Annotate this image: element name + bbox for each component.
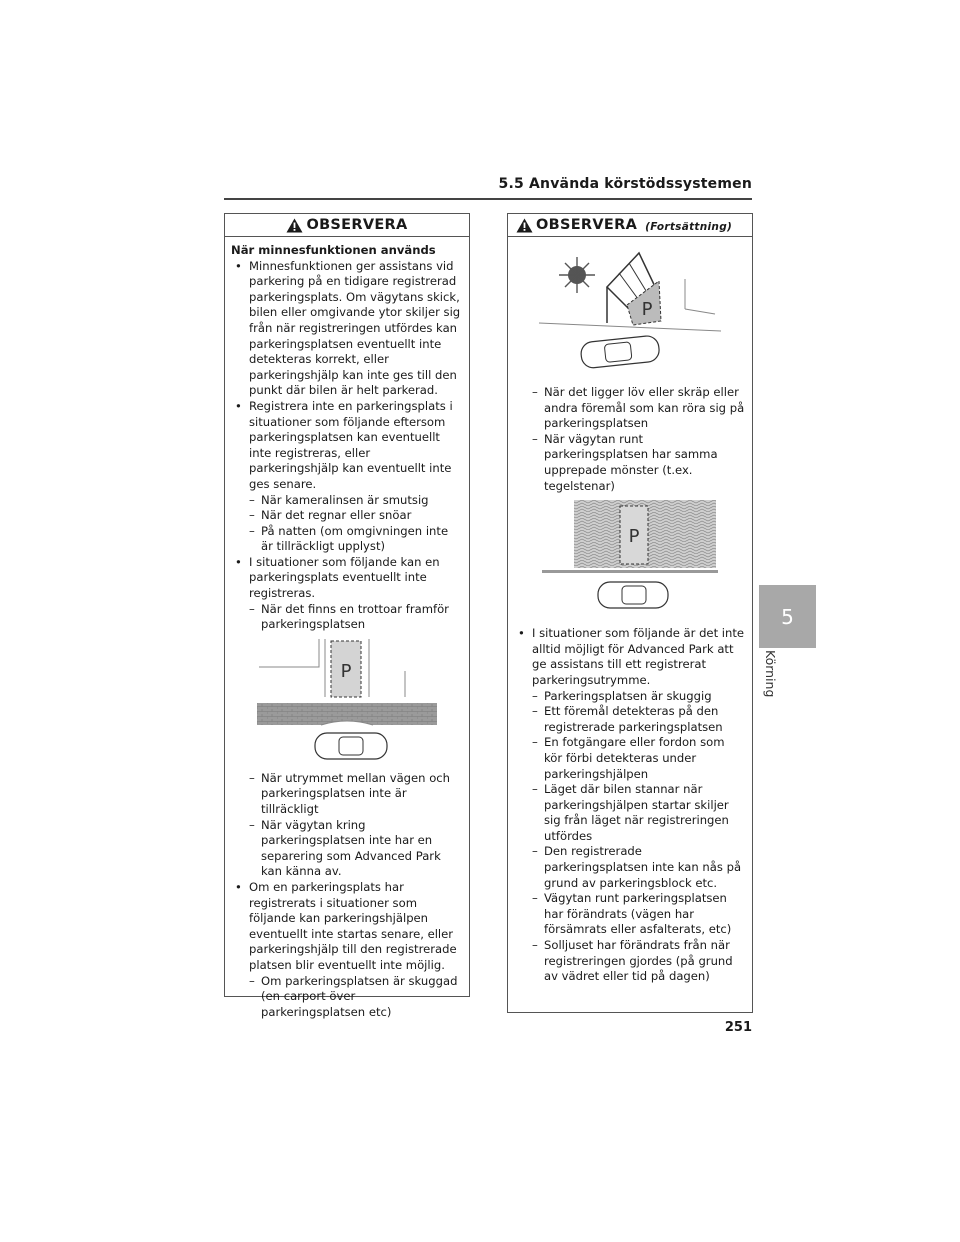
bullet-item bbox=[231, 399, 463, 493]
curb-sidewalk-figure bbox=[257, 639, 437, 763]
brick-pattern-figure bbox=[540, 500, 720, 618]
page-number: 251 bbox=[724, 1020, 752, 1035]
item-text: Om en parkeringsplats har registrerats i situationer som följande kan parkeringshjälpen eventuellt inte startas senare, eller parkeringshjälp till den registrerade platsen blir eventuellt inte möjlig. bbox=[249, 880, 457, 972]
parking-p-label: P bbox=[340, 660, 352, 682]
dash-item bbox=[514, 938, 746, 985]
caution-content bbox=[508, 237, 752, 985]
caution-box-left bbox=[224, 213, 470, 1019]
chapter-number: 5 bbox=[781, 604, 794, 629]
dash-item bbox=[231, 493, 463, 509]
list-marker: • bbox=[235, 258, 242, 273]
list-marker: – bbox=[532, 385, 538, 399]
caution-content bbox=[225, 237, 469, 1020]
item-list bbox=[514, 626, 746, 985]
dash-item bbox=[514, 704, 746, 735]
caution-title-bar bbox=[508, 214, 752, 237]
list-marker: – bbox=[532, 735, 538, 750]
list-marker: • bbox=[235, 554, 242, 569]
warning-icon bbox=[516, 218, 533, 233]
item-text: I situationer som följande är det inte alltid möjligt för Advanced Park att ge assistans till ett registrerat parkeringsutrymme. bbox=[532, 626, 745, 687]
bullet-item bbox=[514, 626, 746, 688]
dash-item bbox=[514, 844, 746, 891]
dash-item bbox=[514, 689, 746, 705]
item-text: När det finns en trottoar framför parkeringsplatsen bbox=[261, 601, 449, 632]
list-marker: – bbox=[532, 688, 538, 703]
item-text: Solljuset har förändrats från när registreringen gjordes (på grund av vädret eller tid på dagen) bbox=[544, 938, 733, 984]
item-text: Vägytan runt parkeringsplatsen har förändrats (vägen har försämrats eller asfalterats, etc) bbox=[544, 891, 732, 937]
dash-item bbox=[514, 432, 746, 494]
list-marker: – bbox=[249, 508, 255, 523]
dash-item bbox=[231, 524, 463, 555]
header-rule bbox=[224, 198, 752, 200]
list-marker: – bbox=[249, 523, 255, 538]
list-marker: – bbox=[532, 704, 538, 719]
list-marker: – bbox=[249, 770, 255, 785]
item-text: I situationer som följande kan en parkeringsplats eventuellt inte registreras. bbox=[249, 554, 440, 601]
list-marker: – bbox=[532, 844, 538, 859]
list-marker: – bbox=[249, 817, 255, 832]
item-list bbox=[231, 259, 463, 633]
dash-item bbox=[514, 385, 746, 432]
chapter-tab bbox=[759, 585, 816, 648]
list-marker: – bbox=[532, 938, 538, 953]
item-text: Minnesfunktionen ger assistans vid parkering på en tidigare registrerad parkeringsplats. Om vägytans skick, bilen eller omgivande ytor skiljer sig från när registreringen utfördes kan parkeringsplatsen eventuellt inte detekteras korrekt, eller parkeringshjälp kan inte ges till den punkt där bilen är helt parkerad. bbox=[249, 258, 461, 398]
item-text: Parkeringsplatsen är skuggig bbox=[544, 688, 712, 703]
bullet-item bbox=[231, 555, 463, 602]
list-marker: • bbox=[235, 880, 242, 894]
caution-title: OBSERVERA bbox=[306, 217, 408, 233]
item-text: Ett föremål detekteras på den registrerade parkeringsplatsen bbox=[544, 704, 723, 734]
bullet-item bbox=[231, 880, 463, 974]
item-text: Den registrerade parkeringsplatsen inte kan nås på grund av parkeringsblock etc. bbox=[544, 844, 742, 890]
dash-item bbox=[231, 508, 463, 524]
list-marker: • bbox=[518, 626, 525, 641]
item-text: Om parkeringsplatsen är skuggad (en carport över parkeringsplatsen etc) bbox=[261, 973, 458, 1019]
item-text: När det ligger löv eller skräp eller andra föremål som kan röra sig på parkeringsplatsen bbox=[544, 385, 745, 431]
subheading: När minnesfunktionen används bbox=[231, 243, 436, 257]
list-marker: – bbox=[249, 601, 255, 616]
item-text: En fotgängare eller fordon som kör förbi detekteras under parkeringshjälpen bbox=[544, 735, 725, 781]
bullet-item bbox=[231, 259, 463, 399]
item-text: Läget där bilen stannar när parkeringshjälpen startar skiljer sig från läget när registreringen utfördes bbox=[544, 782, 729, 843]
item-text: När vägytan runt parkeringsplatsen har samma upprepade mönster (t.ex. tegelstenar) bbox=[544, 431, 718, 493]
list-marker: – bbox=[532, 891, 538, 906]
item-text: Registrera inte en parkeringsplats i situationer som följande eftersom parkeringsplatsen kan eventuellt inte registreras, eller parkeringshjälp kan eventuellt inte ges senare. bbox=[249, 398, 453, 491]
dash-item bbox=[231, 818, 463, 880]
sun-icon bbox=[559, 257, 595, 293]
section-header: 5.5 Använda körstödssystemen bbox=[498, 176, 752, 192]
dash-item bbox=[231, 602, 463, 633]
item-list bbox=[231, 771, 463, 1021]
list-marker: • bbox=[235, 398, 242, 413]
parking-p-label: P bbox=[641, 299, 653, 320]
chapter-label-text: Körning bbox=[763, 650, 778, 698]
item-text: När utrymmet mellan vägen och parkeringsplatsen inte är tillräckligt bbox=[261, 770, 451, 817]
list-marker: – bbox=[532, 782, 538, 797]
warning-icon bbox=[286, 218, 303, 233]
dash-item bbox=[514, 735, 746, 782]
dash-item bbox=[231, 771, 463, 818]
dash-item bbox=[514, 782, 746, 844]
dash-item bbox=[514, 891, 746, 938]
dash-item bbox=[231, 974, 463, 1021]
item-text: När kameralinsen är smutsig bbox=[261, 492, 429, 507]
chapter-label bbox=[758, 650, 788, 710]
caution-subtitle: (Fortsättning) bbox=[645, 221, 733, 233]
caution-title-bar bbox=[225, 214, 469, 237]
list-marker: – bbox=[532, 431, 538, 446]
item-list bbox=[514, 385, 746, 494]
carport-shadow-figure bbox=[535, 249, 725, 377]
list-marker: – bbox=[249, 492, 255, 507]
item-text: På natten (om omgivningen inte är tillräckligt upplyst) bbox=[261, 523, 449, 554]
caution-box-right bbox=[507, 213, 753, 1013]
list-marker: – bbox=[249, 973, 255, 988]
item-text: När vägytan kring parkeringsplatsen inte har en separering som Advanced Park kan känna av. bbox=[261, 817, 441, 879]
item-text: När det regnar eller snöar bbox=[261, 508, 412, 523]
parking-p-label: P bbox=[628, 526, 640, 548]
caution-title: OBSERVERA bbox=[536, 217, 638, 233]
